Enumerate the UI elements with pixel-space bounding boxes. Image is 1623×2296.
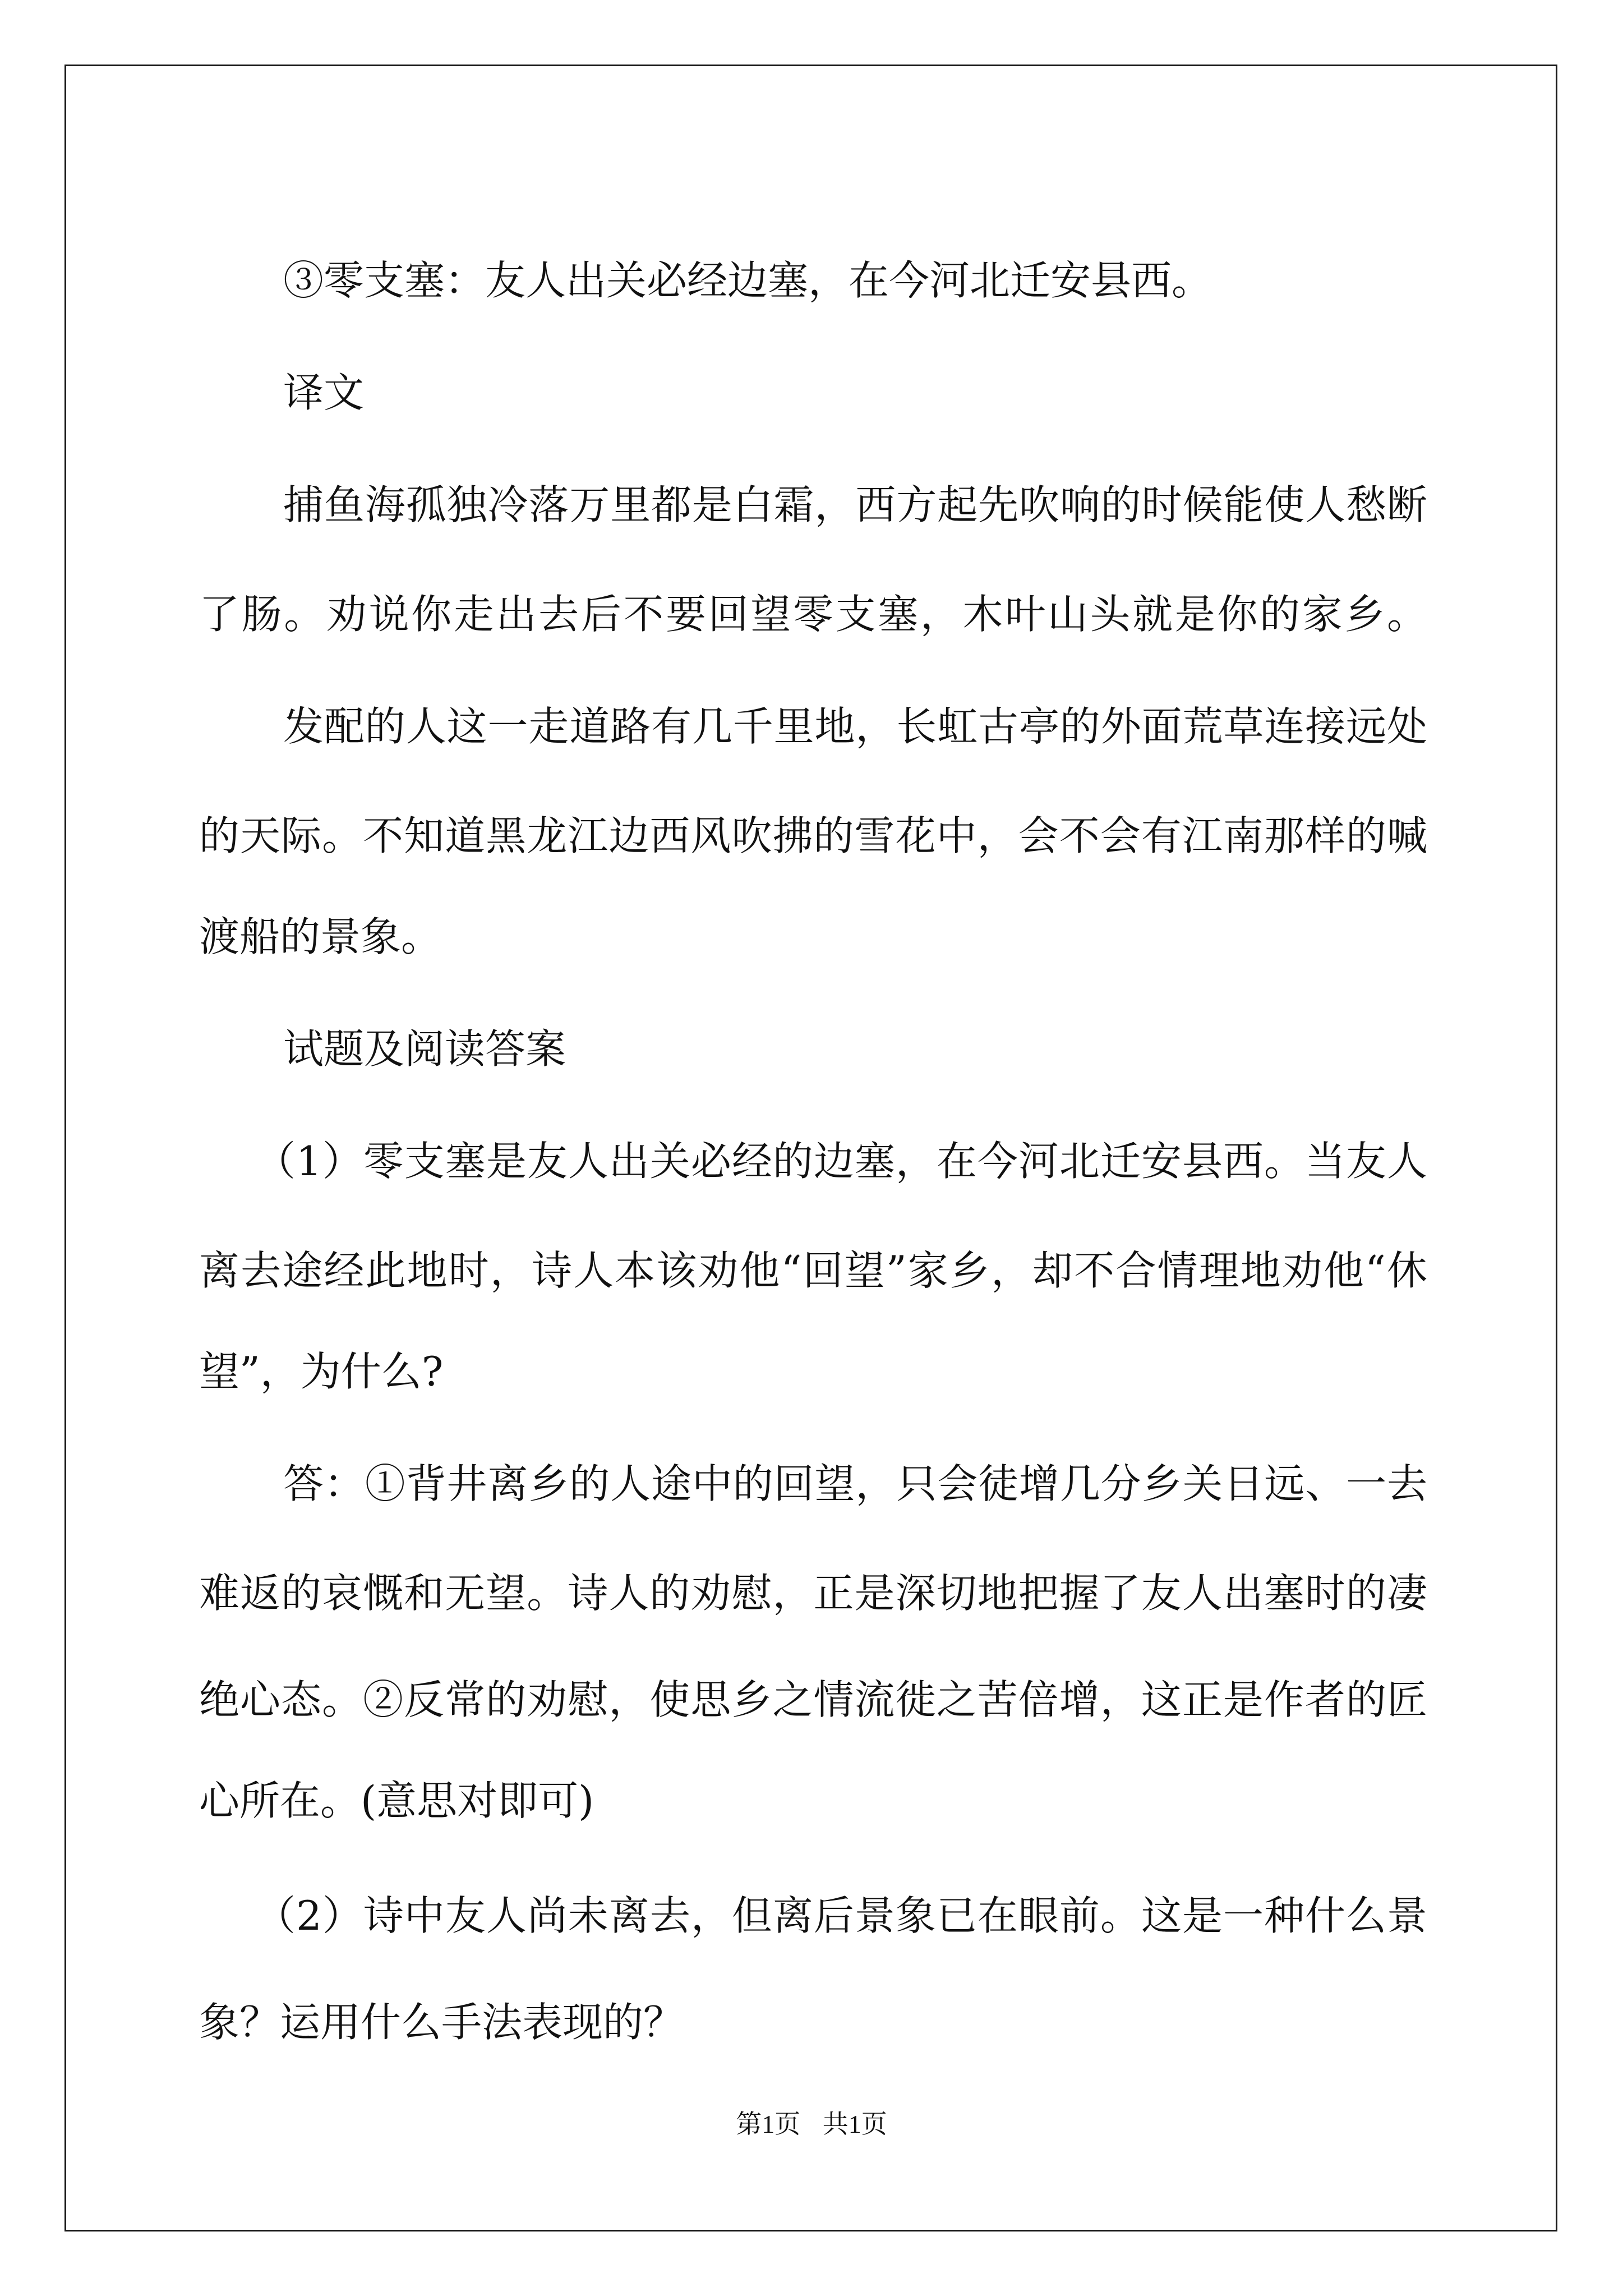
page-footer <box>0 2104 1623 2141</box>
answer-1-line-1: 答：①背井离乡的人途中的回望，只会徒增几分乡关日远、一去 <box>283 1460 1427 1507</box>
section-heading-translation: 译文 <box>283 369 365 416</box>
translation-line-3: 发配的人这一走道路有几千里地，长虹古亭的外面荒草连接远处 <box>283 703 1427 750</box>
question-1-line-2: 离去途经此地时，诗人本该劝他“回望”家乡，却不合情理地劝他“休 <box>199 1247 1427 1294</box>
page-total: 共1页 <box>822 2110 887 2138</box>
question-1-line-1: （1）零支塞是友人出关必经的边塞，在今河北迁安县西。当友人 <box>255 1138 1427 1185</box>
question-2-line-2: 象？运用什么手法表现的？ <box>199 1999 684 2046</box>
note-3-line: ③零支塞：友人出关必经边塞，在今河北迁安县西。 <box>283 257 1212 304</box>
question-2-line-1: （2）诗中友人尚未离去，但离后景象已在眼前。这是一种什么景 <box>255 1892 1427 1939</box>
translation-line-4: 的天际。不知道黑龙江边西风吹拂的雪花中，会不会有江南那样的喊 <box>199 812 1427 859</box>
answer-1-line-4: 心所在。(意思对即可) <box>199 1777 594 1824</box>
answer-1-line-2: 难返的哀慨和无望。诗人的劝慰，正是深切地把握了友人出塞时的凄 <box>199 1570 1427 1617</box>
translation-line-5: 渡船的景象。 <box>199 913 442 960</box>
question-1-line-3: 望”，为什么? <box>199 1348 444 1395</box>
translation-line-2: 了肠。劝说你走出去后不要回望零支塞，木叶山头就是你的家乡。 <box>199 591 1427 638</box>
answer-1-line-3: 绝心态。②反常的劝慰，使思乡之情流徙之苦倍增，这正是作者的匠 <box>199 1676 1427 1723</box>
section-heading-questions: 试题及阅读答案 <box>283 1025 566 1073</box>
page-number: 第1页 <box>736 2110 801 2138</box>
translation-line-1: 捕鱼海孤独冷落万里都是白霜，西方起先吹响的时候能使人愁断 <box>283 481 1427 528</box>
